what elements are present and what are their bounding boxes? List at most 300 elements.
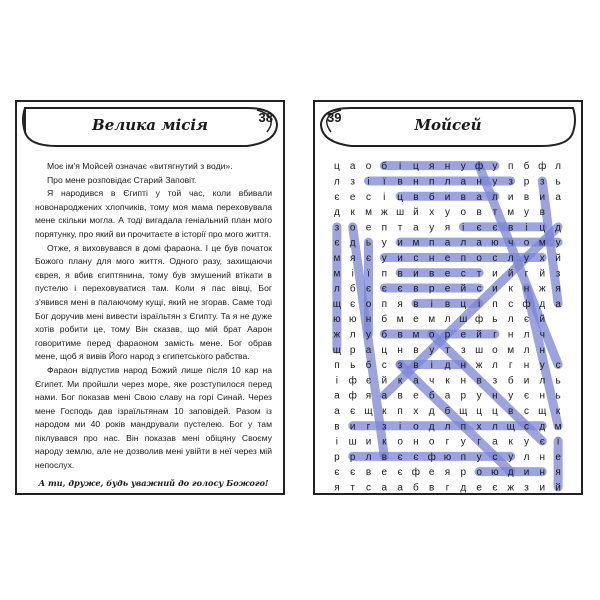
grid-letter: у [508,390,514,402]
grid-letter: а [460,176,467,188]
grid-letter: л [349,329,356,341]
grid-letter: л [523,451,530,463]
grid-letter: щ [332,298,342,310]
grid-letter: т [397,222,403,234]
paragraph: Отже, я виховувався в домі фараона. І це був початок Божого плану для мого життя. Одного разу, захищаючи єврея, я вбив єгиптянина, тому був змушений втікати в пустелю і переховуватися там. Коли я пас вівці, Бог з'явився мені в палаючому кущі, який не згорав. Саме тоді Бог доручив мені вивести ізраїльтян з Єгипту. Та я не дуже хотів робити це, тому Він сказав, що мій брат Аарон говоритиме перед фараоном замість мене. Бог обрав мене, щоб я вивів Його народ з єгипетського рабства. [35,242,272,362]
grid-letter: в [397,176,403,188]
grid-letter: ц [397,191,403,203]
grid-letter: и [539,482,546,493]
grid-letter: и [523,375,530,387]
grid-letter: й [555,252,561,264]
page-number: 39 [327,110,342,125]
grid-letter: в [523,191,530,203]
grid-letter: в [397,268,403,280]
grid-letter: т [492,207,498,219]
grid-letter: ь [365,237,372,249]
grid-letter: м [365,207,372,219]
grid-letter: і [335,375,339,387]
grid-letter: в [444,298,451,310]
grid-letter: е [444,268,451,280]
grid-letter: ш [348,436,357,448]
grid-letter: а [349,161,356,173]
grid-letter: п [507,161,514,173]
grid-letter: ж [475,360,483,372]
grid-letter: я [555,283,561,295]
grid-letter: х [539,252,545,264]
grid-letter: н [428,252,435,264]
grid-letter: н [397,344,403,356]
grid-letter: с [413,252,419,264]
grid-letter: н [523,360,530,372]
grid-letter: а [381,482,388,493]
grid-letter: у [381,237,387,249]
grid-letter: є [350,405,356,417]
grid-letter: н [460,360,467,372]
grid-letter: о [492,344,498,356]
grid-letter: п [492,298,498,310]
grid-letter: і [383,191,386,203]
grid-letter: а [444,237,451,249]
grid-letter: г [493,329,497,341]
grid-letter: г [445,482,450,493]
grid-letter: р [460,390,467,402]
grid-letter: ю [443,451,452,463]
grid-letter: у [476,390,482,402]
grid-letter: і [367,176,370,188]
grid-letter: в [413,283,419,295]
grid-letter: к [555,405,561,417]
right-page [313,100,583,495]
grid-letter: а [365,344,372,356]
grid-letter: е [555,451,561,463]
grid-letter: і [351,268,354,280]
grid-letter: о [476,467,482,479]
grid-letter: є [413,451,419,463]
grid-letter: е [476,482,482,493]
grid-letter: т [476,268,482,280]
grid-letter: є [397,451,403,463]
grid-letter: щ [364,405,373,417]
grid-letter: й [460,283,467,295]
grid-letter: є [350,298,356,310]
grid-letter: в [397,390,403,402]
grid-letter: д [428,421,435,433]
grid-letter: ц [334,161,340,173]
grid-letter: а [476,191,482,203]
grid-letter: к [382,405,387,417]
grid-letter: й [539,268,546,280]
grid-letter: о [365,298,372,310]
grid-letter: м [507,207,515,219]
grid-letter: а [413,222,419,234]
grid-letter: б [523,161,530,173]
grid-letter: ф [427,451,436,463]
grid-letter: у [460,436,466,448]
grid-letter: в [413,344,419,356]
grid-letter: ж [507,482,515,493]
grid-letter: н [476,176,482,188]
grid-letter: м [507,344,515,356]
grid-letter: н [539,451,546,463]
grid-letter: и [507,191,514,203]
grid-letter: ь [492,314,498,326]
grid-letter: к [508,283,513,295]
grid-letter: у [508,451,514,463]
grid-letter: д [333,207,340,219]
grid-letter: г [477,436,481,448]
grid-letter: д [539,421,546,433]
grid-letter: л [523,329,530,341]
grid-letter: и [365,436,372,448]
grid-letter: д [507,467,514,479]
grid-letter: о [365,161,372,173]
grid-letter: н [365,314,372,326]
grid-letter: й [555,482,561,493]
grid-letter: з [334,222,340,234]
grid-letter: д [539,298,546,310]
grid-letter: я [349,252,356,264]
grid-letter: у [524,252,529,264]
grid-letter: б [444,405,451,417]
grid-letter: ї [382,176,386,188]
grid-letter: в [334,421,340,433]
grid-letter: а [413,375,419,387]
grid-letter: щ [538,405,547,417]
grid-letter: л [333,176,340,188]
grid-letter: ф [474,161,484,173]
grid-letter: ц [413,161,419,173]
grid-letter: є [492,482,498,493]
grid-letter: є [381,283,387,295]
grid-letter: і [398,161,402,173]
grid-letter: д [428,405,435,417]
grid-letter: х [429,207,435,219]
grid-letter: к [445,375,450,387]
grid-letter: ф [348,390,357,402]
grid-letter: в [413,298,419,310]
grid-letter: е [365,222,372,234]
grid-letter: ь [555,176,561,188]
grid-letter: ф [538,161,547,173]
grid-letter: р [349,344,356,356]
grid-letter: с [366,191,371,203]
grid-letter: и [444,191,451,203]
grid-letter: у [381,252,387,264]
grid-letter: б [381,329,388,341]
page-title: Мойсей [414,116,482,134]
grid-letter: к [508,436,513,448]
left-page [15,100,285,495]
grid-letter: м [333,252,341,264]
grid-letter: е [349,191,356,203]
grid-letter: л [444,176,451,188]
grid-letter: р [444,329,451,341]
grid-letter: а [492,436,498,448]
grid-letter: у [539,360,545,372]
grid-letter: с [476,283,482,295]
grid-letter: з [555,268,561,280]
closing-line: А ти, друже, будь уважний до голосу Божого! [38,477,269,488]
grid-letter: а [476,237,482,249]
grid-letter: л [444,421,451,433]
grid-letter: н [507,329,514,341]
grid-letter: т [445,344,450,356]
grid-letter: л [460,237,467,249]
grid-letter: о [428,436,435,448]
grid-letter: и [397,237,403,249]
paragraph: Моє ім'я Мойсей означає «витягнутий з води». [47,161,233,171]
grid-letter: р [460,467,467,479]
grid-letter: с [492,451,498,463]
grid-letter: о [349,222,356,234]
grid-letter: я [444,222,451,234]
grid-letter: б [381,161,388,173]
grid-letter: з [382,421,387,433]
grid-letter: ф [522,298,531,310]
grid-letter: р [523,176,530,188]
grid-letter: у [429,344,435,356]
grid-letter: в [460,191,466,203]
grid-letter: ї [556,436,560,448]
grid-letter: п [397,405,403,417]
grid-letter: м [538,237,546,249]
grid-letter: є [365,252,372,264]
grid-letter: щ [506,421,515,433]
grid-letter: ю [491,467,499,479]
grid-letter: в [397,329,403,341]
grid-letter: в [539,207,545,219]
grid-letter: и [492,283,498,295]
grid-letter: ч [429,375,435,387]
grid-letter: ф [348,375,357,387]
grid-letter: в [413,360,419,372]
grid-letter: г [524,268,529,280]
grid-letter: є [492,222,498,234]
grid-letter: ш [459,314,468,326]
grid-letter: п [460,421,467,433]
grid-letter: є [365,375,372,387]
grid-letter: г [445,436,450,448]
grid-letter: у [492,161,498,173]
grid-letter: є [476,222,482,234]
grid-letter: я [334,482,340,493]
grid-letter: б [428,390,435,402]
grid-letter: о [428,329,435,341]
grid-letter: з [508,176,513,188]
grid-letter: ю [491,237,499,249]
grid-letter: п [428,237,435,249]
grid-letter: б [349,283,356,295]
grid-letter: й [539,314,546,326]
grid-letter: в [476,207,482,219]
grid-letter: а [381,390,388,402]
grid-letter: у [476,451,482,463]
grid-letter: з [492,375,498,387]
grid-letter: ф [474,314,484,326]
grid-letter: у [524,207,529,219]
grid-letter: ж [333,329,341,341]
grid-letter: ж [380,207,388,219]
grid-letter: ц [460,298,467,310]
grid-letter: л [539,375,546,387]
grid-letter: ш [396,207,405,219]
grid-letter: і [525,222,528,234]
grid-letter: е [460,329,467,341]
grid-letter: б [413,482,419,493]
grid-letter: щ [332,344,342,356]
grid-letter: є [334,191,340,203]
grid-letter: у [555,237,561,249]
grid-letter: и [539,191,546,203]
grid-letter: ш [475,344,484,356]
grid-letter: ц [492,405,498,417]
grid-letter: ц [476,405,482,417]
grid-letter: д [555,222,562,234]
grid-letter: н [413,176,419,188]
grid-letter: п [334,360,340,372]
grid-letter: р [334,451,340,463]
grid-letter: ф [411,467,421,479]
grid-letter: р [428,283,435,295]
grid-letter: ж [538,283,546,295]
paragraph: Я народився в Єгипті у той час, коли вбивали новонароджених хлопчиків, тому моя мама переховувала мене скільки могла. А тоді вигадала геніальний план мого порятунку, про який ви прочитаєте в історії про мого життя. [35,188,272,239]
grid-letter: к [397,375,403,387]
grid-letter: м [412,329,420,341]
grid-letter: с [366,482,371,493]
grid-letter: е [381,467,388,479]
grid-letter: п [428,176,435,188]
grid-letter: м [428,314,436,326]
grid-letter: в [413,191,419,203]
grid-letter: х [413,405,419,417]
grid-letter: и [523,467,530,479]
grid-letter: в [429,268,435,280]
grid-letter: д [460,482,467,493]
grid-letter: і [430,298,433,310]
grid-letter: е [413,314,419,326]
grid-letter: с [524,405,529,417]
grid-letter: о [413,421,419,433]
grid-letter: р [349,451,356,463]
grid-letter: х [476,421,482,433]
grid-letter: л [507,314,514,326]
grid-letter: о [397,436,403,448]
grid-letter: є [397,283,403,295]
grid-letter: з [350,176,355,188]
grid-letter: н [460,375,467,387]
grid-letter: о [460,207,467,219]
grid-letter: н [539,344,546,356]
grid-letter: ь [555,390,561,402]
grid-letter: о [523,237,530,249]
grid-letter: к [382,436,387,448]
grid-letter: й [413,207,419,219]
grid-letter: у [524,436,529,448]
grid-letter: н [539,467,546,479]
title-banner [17,102,283,162]
grid-letter: д [349,237,356,249]
grid-letter: є [539,436,545,448]
grid-letter: є [334,237,340,249]
grid-letter: л [555,161,562,173]
grid-letter: ц [381,344,388,356]
grid-letter: є [523,314,530,326]
grid-letter: й [507,268,514,280]
grid-letter: м [396,314,404,326]
grid-letter: г [366,421,371,433]
grid-letter: є [523,390,530,402]
grid-letter: с [508,298,514,310]
grid-letter: н [492,390,498,402]
grid-letter: л [491,191,498,203]
grid-letter: я [444,467,451,479]
grid-letter: ю [348,314,357,326]
grid-letter: ь [350,360,356,372]
grid-letter: в [508,222,514,234]
grid-letter: б [428,191,435,203]
grid-letter: і [462,222,465,234]
grid-letter: ь [555,375,561,387]
grid-letter: а [334,405,340,417]
grid-letter: п [460,451,467,463]
grid-letter: з [524,482,529,493]
grid-letter: н [539,390,546,402]
grid-letter: я [397,298,403,310]
grid-letter: и [492,268,498,280]
grid-letter: а [334,390,340,402]
grid-letter: с [460,268,466,280]
grid-letter: я [555,467,561,479]
grid-letter: л [333,283,340,295]
grid-letter: с [555,360,561,372]
grid-letter: л [507,252,514,264]
word-search-grid [315,102,581,493]
grid-letter: я [428,161,435,173]
grid-letter: а [555,191,561,203]
grid-letter: й [381,375,388,387]
grid-letter: в [381,451,387,463]
grid-letter: п [381,268,388,280]
grid-letter: й [476,329,482,341]
grid-letter: п [381,222,388,234]
page-number: 38 [258,110,273,125]
grid-letter: п [460,252,467,264]
grid-letter: м [412,237,420,249]
grid-letter: ї [367,268,370,280]
grid-letter: е [444,283,451,295]
grid-letter: я [365,390,372,402]
grid-letter: е [428,467,435,479]
grid-letter: а [397,482,403,493]
grid-letter: і [398,421,402,433]
grid-letter: е [413,390,419,402]
grid-letter: і [430,360,433,372]
grid-letter: и [349,421,356,433]
grid-letter: л [444,314,451,326]
grid-letter: л [365,451,372,463]
paragraph: Про мене розповідає Старий Заповіт. [47,174,197,185]
story-text [35,160,272,490]
grid-letter: б [365,360,372,372]
grid-letter: н [444,161,451,173]
grid-letter: т [350,482,355,493]
grid-letter: и [397,252,403,264]
grid-letter: і [335,436,339,448]
grid-letter: а [555,298,561,310]
grid-letter: о [476,252,482,264]
grid-letter: у [445,207,450,219]
grid-letter: и [413,268,419,280]
